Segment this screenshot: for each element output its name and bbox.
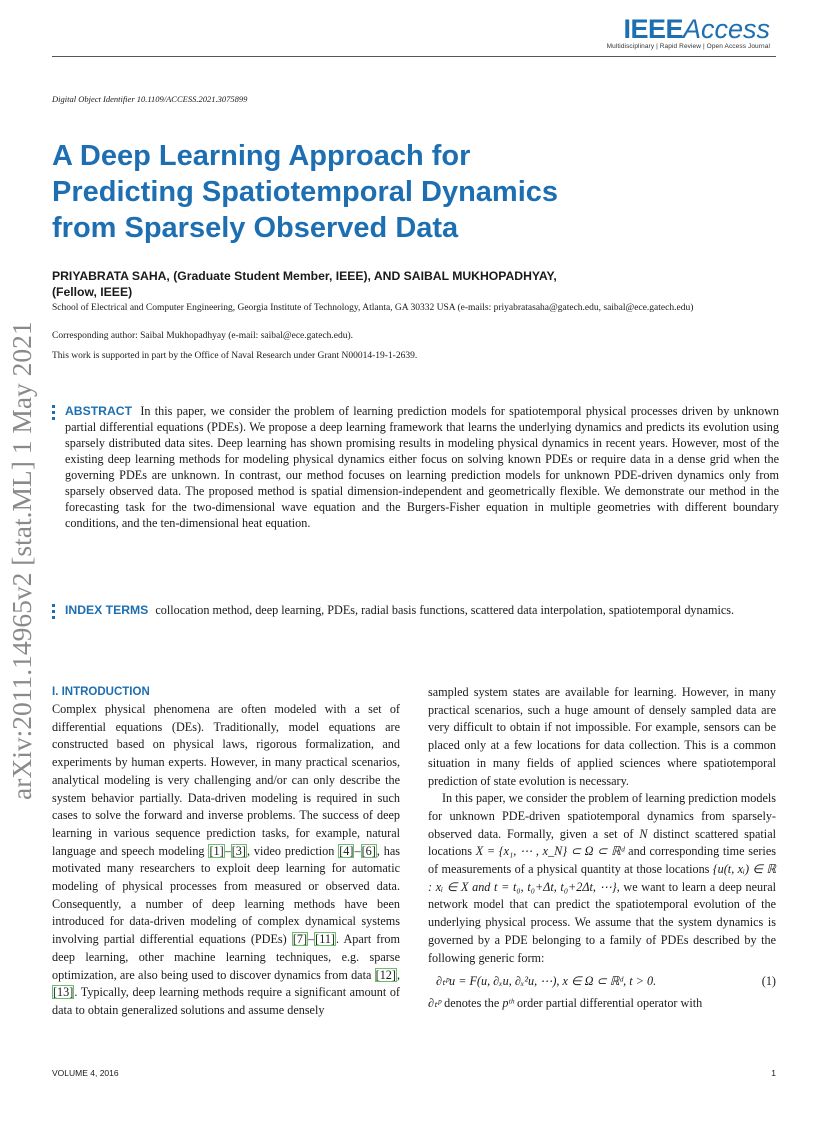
math-inline: pᵗʰ xyxy=(502,995,514,1010)
body-column-left xyxy=(52,684,400,1020)
index-terms-label: INDEX TERMS xyxy=(65,603,149,617)
journal-logo xyxy=(607,14,770,50)
page-number: 1 xyxy=(771,1068,776,1078)
intro-text: , video prediction xyxy=(246,843,339,858)
math-inline: N xyxy=(639,826,648,841)
citation-link[interactable]: [1] xyxy=(209,843,224,858)
logo-ieee-text: IEEE xyxy=(623,14,683,44)
range-dash: – xyxy=(224,843,231,858)
range-dash: – xyxy=(354,843,361,858)
citation-link[interactable]: [4] xyxy=(339,843,354,858)
intro-text: order partial differential operator with xyxy=(513,995,703,1010)
math-inline: X = {x₁, ⋯ , x_N} ⊂ Ω ⊂ ℝᵈ xyxy=(475,844,625,859)
equation-number: (1) xyxy=(761,974,776,989)
doi-line: Digital Object Identifier 10.1109/ACCESS.2021.3075899 xyxy=(52,94,248,104)
math-inline: ∂ₜᵖ xyxy=(428,995,442,1010)
footer-volume: VOLUME 4, 2016 xyxy=(52,1068,119,1078)
equation-1 xyxy=(436,973,776,991)
equation-body: ∂ₜᵖu = F(u, ∂ₓu, ∂ₓ²u, ⋯), x ∈ Ω ⊂ ℝᵈ, t > 0. xyxy=(436,974,657,989)
intro-text: . Typically, deep learning methods require a significant amount of data to obtain generalized solutions and assume densely xyxy=(52,985,400,1017)
abstract-text: In this paper, we consider the problem of learning prediction models for spatiotemporal physical processes driven by unknown partial differential equations (PDEs). We propose a deep learning framework that learns the underlying dynamics and predicts its evolution using sparsely distributed data sites. Deep learning has shown promising results in modeling physical dynamics in recent years. However, most of the existing deep learning methods for modeling physical dynamics either focus on solving known PDEs or require data in a dense grid when the governing PDEs are unknown. In contrast, our method focuses on learning prediction models for unknown PDE-driven dynamics only from sparsely observed data. The proposed method is spatial dimension-independent and geometrically flexible. We demonstrate our method in the forecasting task for the two-dimensional wave equation and the Burgers-Fisher equation in multiple geometries with different boundary conditions, and the ten-dimensional heat equation. xyxy=(65,404,780,530)
citation-link[interactable]: [11] xyxy=(315,932,335,947)
section-title-introduction: I. INTRODUCTION xyxy=(52,686,150,698)
header-rule xyxy=(52,56,776,57)
intro-paragraph-1-cont: sampled system states are available for learning. However, in many practical scenarios, such a huge amount of densely sampled data are very difficult to obtain if not impossible. For example, sensors can be placed only at a few locations for data collection. This is a common situation in many fields of applied sciences where spatiotemporal prediction of state evolution is necessary. xyxy=(428,685,776,788)
citation-link[interactable]: [7] xyxy=(292,932,308,947)
logo-tagline: Multidisciplinary | Rapid Review | Open Access Journal xyxy=(606,43,770,50)
authors-line-2: (Fellow, IEEE) xyxy=(52,285,133,299)
index-terms-marker xyxy=(52,604,56,622)
body-column-right xyxy=(428,684,776,1013)
logo-access-text: Access xyxy=(682,14,770,44)
arxiv-stamp-text: arXiv:2011.14965v2 [stat.ML] 1 May 2021 xyxy=(6,321,37,800)
intro-text: , we want to learn a deep neural network model that can predict the spatiotemporal evolution of the underlying physical process. We assume that the system dynamics is governed by a PDE belonging to a family of PDEs described by the following generic form: xyxy=(428,879,776,965)
citation-link[interactable]: [12] xyxy=(375,967,396,982)
index-terms-text: collocation method, deep learning, PDEs, radial basis functions, scattered data interpolation, spatiotemporal dynamics. xyxy=(155,603,735,617)
intro-text: In this paper, we consider the problem of learning prediction models for unknown PDE-driven spatiotemporal dynamics from sparsely-observed data. Formally, given a set of xyxy=(428,791,776,841)
title-line-2: Predicting Spatiotemporal Dynamics xyxy=(52,176,559,208)
index-terms xyxy=(65,602,779,618)
citation-link[interactable]: [6] xyxy=(361,843,376,858)
intro-text: distinct scattered spatial locations xyxy=(428,826,776,859)
intro-text: . Apart from deep learning, other machine learning techniques, e.g. sparse optimization, are also being used to discover dynamics from data xyxy=(52,932,400,982)
funding-note: This work is supported in part by the Office of Naval Research under Grant N00014-19-1-2639. xyxy=(52,351,418,361)
citation-link[interactable]: [3] xyxy=(231,843,246,858)
citation-separator: , xyxy=(396,967,400,982)
abstract-label: ABSTRACT xyxy=(65,404,133,418)
range-dash: – xyxy=(308,932,315,947)
intro-text: Complex physical phenomena are often modeled with a set of differential equations (DEs). Traditionally, model equations are constructed based on physical laws, rigorous formalization, and experiments by human experts. However, in many practical scenarios, analytical modeling is very challenging and/or can only describe the system behavior partially. Data-driven modeling is required in such cases to solve the forward and inverse problems. The success of deep learning in various sequence prediction tasks, for example, natural language and speech modeling xyxy=(52,702,400,858)
intro-text: denotes the xyxy=(441,995,503,1010)
corresponding-author: Corresponding author: Saibal Mukhopadhyay (e-mail: saibal@ece.gatech.edu). xyxy=(52,331,354,341)
paper-title xyxy=(52,138,692,246)
abstract-marker xyxy=(52,405,56,423)
intro-paragraph-2 xyxy=(428,790,776,967)
authors-line-1: PRIYABRATA SAHA, (Graduate Student Member, IEEE), AND SAIBAL MUKHOPADHYAY, xyxy=(52,269,557,283)
author-list xyxy=(52,268,692,300)
title-line-3: from Sparsely Observed Data xyxy=(52,212,459,244)
intro-paragraph-3 xyxy=(428,995,776,1013)
math-inline: {u(t, xᵢ) ∈ ℝ : xᵢ ∈ X and t = t₀, t₀+Δt, t₀+2Δt, ⋯} xyxy=(428,862,776,894)
affiliation: School of Electrical and Computer Engineering, Georgia Institute of Technology, Atlanta, GA 30332 USA (e-mails: priyabratasaha@gatech.edu, saibal@ece.gatech.edu) xyxy=(52,303,694,313)
abstract xyxy=(65,403,779,531)
intro-text: , has motivated many researchers to exploit deep learning for automatic modeling of physical processes from measured or observed data. Consequently, a number of deep learning methods have been introduced for data-driven modeling of complex dynamical systems involving partial differential equations (PDEs) xyxy=(52,843,400,947)
intro-text: and corresponding time series of measurements of a physical quantity at those locations xyxy=(428,844,776,877)
intro-paragraph-1 xyxy=(52,701,400,1020)
citation-link[interactable]: [13] xyxy=(53,985,74,1000)
title-line-1: A Deep Learning Approach for xyxy=(52,140,471,172)
